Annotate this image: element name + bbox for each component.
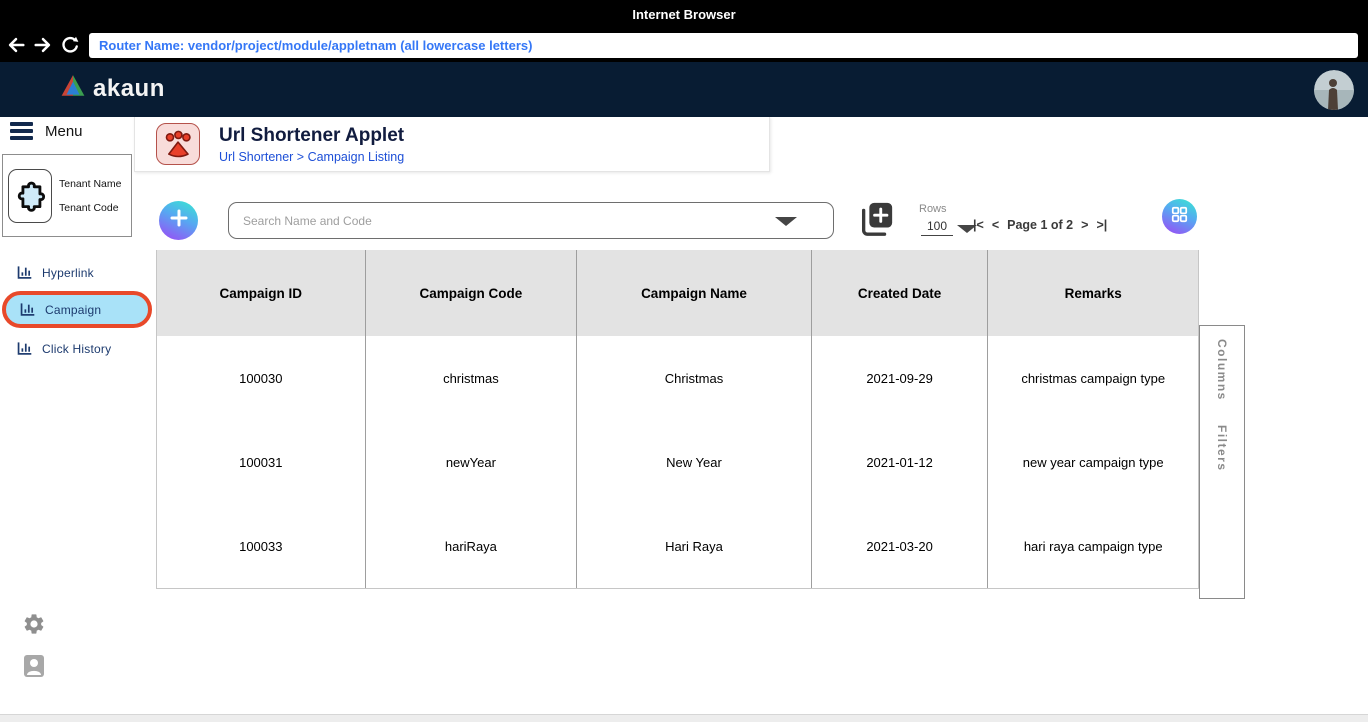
cell-campaign-code: hariRaya — [366, 504, 578, 588]
cell-campaign-id: 100030 — [157, 336, 366, 420]
browser-title: Internet Browser — [632, 6, 736, 22]
cell-campaign-id: 100031 — [157, 420, 366, 504]
cell-remarks: christmas campaign type — [1021, 370, 1166, 386]
cell-remarks: hari raya campaign type — [1023, 538, 1163, 554]
menu-toggle[interactable] — [10, 119, 83, 143]
url-bar[interactable] — [89, 33, 1358, 58]
back-arrow-icon[interactable] — [4, 33, 28, 57]
column-header[interactable]: Campaign ID — [157, 250, 366, 336]
hamburger-icon — [10, 119, 33, 143]
sidebar-item-label: Click History — [42, 342, 112, 356]
cell-campaign-name: Christmas — [577, 336, 812, 420]
table-row[interactable] — [157, 336, 1198, 420]
pagination — [973, 218, 1107, 232]
first-page-button[interactable]: |< — [973, 218, 984, 232]
plus-icon — [169, 208, 189, 233]
refresh-icon[interactable] — [58, 33, 82, 57]
puzzle-icon — [8, 169, 52, 223]
table-row[interactable] — [157, 504, 1198, 588]
chevron-down-icon[interactable] — [775, 217, 797, 226]
bar-chart-icon — [16, 339, 33, 359]
cell-campaign-name: Hari Raya — [577, 504, 812, 588]
table-side-panel — [1199, 325, 1245, 599]
layout-toggle-button[interactable] — [1162, 199, 1197, 234]
cell-remarks: new year campaign type — [1022, 454, 1164, 470]
sidebar-item-label: Hyperlink — [42, 266, 94, 280]
browser-navbar — [0, 28, 1368, 62]
sidebar-item-click-history[interactable] — [16, 339, 111, 359]
applet-title-card — [134, 117, 770, 172]
person-icon[interactable] — [23, 654, 45, 683]
cell-created-date: 2021-01-12 — [812, 420, 989, 504]
next-page-button[interactable]: > — [1081, 218, 1089, 232]
breadcrumb[interactable]: Url Shortener > Campaign Listing — [219, 149, 405, 164]
bar-chart-icon — [16, 263, 33, 283]
app-header — [0, 62, 1368, 117]
cell-created-date: 2021-09-29 — [812, 336, 989, 420]
tenant-code: Tenant Code — [59, 201, 119, 214]
table-header-row — [157, 250, 1198, 336]
grid-icon — [1170, 205, 1189, 229]
last-page-button[interactable]: >| — [1096, 218, 1108, 232]
rows-per-page-select[interactable] — [921, 219, 977, 236]
search-box — [228, 202, 834, 239]
paw-icon — [156, 123, 200, 165]
rows-value: 100 — [921, 219, 953, 236]
tab-columns[interactable]: Columns — [1215, 339, 1229, 401]
avatar[interactable] — [1314, 70, 1354, 110]
prev-page-button[interactable]: < — [991, 218, 1000, 232]
akaun-triangle-icon — [60, 74, 86, 103]
horizontal-scrollbar[interactable] — [0, 714, 1368, 722]
cell-created-date: 2021-03-20 — [812, 504, 989, 588]
search-input[interactable] — [229, 203, 833, 238]
cell-campaign-id: 100033 — [157, 504, 366, 588]
forward-arrow-icon[interactable] — [31, 33, 55, 57]
menu-label: Menu — [45, 122, 83, 140]
page-indicator: Page 1 of 2 — [1007, 218, 1074, 232]
cell-campaign-code: christmas — [366, 336, 578, 420]
column-header[interactable]: Created Date — [812, 250, 989, 336]
brand-name: akaun — [93, 74, 165, 102]
brand-logo — [60, 74, 165, 103]
tenant-name: Tenant Name — [59, 177, 122, 190]
sidebar-item-label: Campaign — [45, 302, 102, 317]
tab-filters[interactable]: Filters — [1215, 424, 1229, 472]
cell-campaign-name: New Year — [577, 420, 812, 504]
campaign-table — [156, 250, 1199, 589]
add-record-button[interactable] — [159, 201, 198, 240]
column-header[interactable]: Remarks — [1064, 285, 1122, 301]
table-row[interactable] — [157, 420, 1198, 504]
column-header[interactable]: Campaign Name — [577, 250, 812, 336]
tenant-box[interactable] — [2, 154, 132, 237]
browser-titlebar — [0, 0, 1368, 28]
bar-chart-icon — [19, 300, 36, 320]
gear-icon[interactable] — [22, 612, 46, 641]
cell-campaign-code: newYear — [366, 420, 578, 504]
sidebar-item-hyperlink[interactable] — [16, 263, 94, 283]
copy-add-icon[interactable] — [857, 198, 895, 245]
page-title: Url Shortener Applet — [219, 124, 405, 146]
column-header[interactable]: Campaign Code — [366, 250, 578, 336]
rows-label: Rows — [919, 203, 947, 215]
sidebar-item-campaign[interactable] — [2, 291, 152, 328]
